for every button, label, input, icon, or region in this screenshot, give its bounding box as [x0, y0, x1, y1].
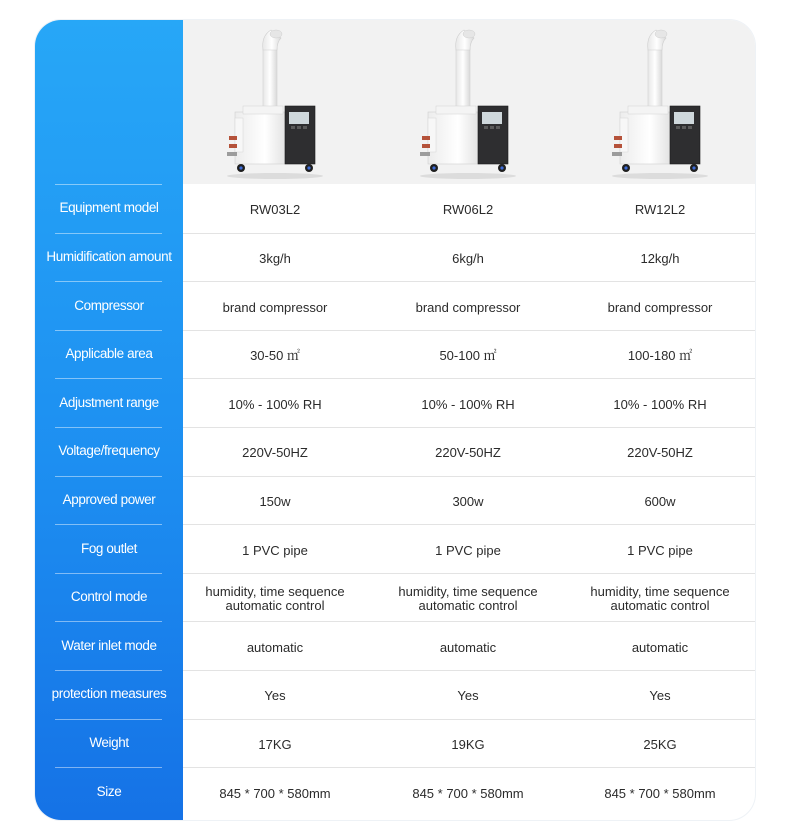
spec-value-cell: Yes — [264, 688, 286, 704]
sidebar-divider — [55, 281, 162, 282]
sidebar-divider — [55, 524, 162, 525]
row-divider — [183, 233, 755, 234]
humidifier-product-image — [215, 26, 335, 180]
spec-row-label: Control mode — [70, 589, 148, 605]
sidebar-divider — [55, 378, 162, 379]
spec-value-cell: 845 * 700 * 580mm — [604, 785, 716, 801]
spec-value-cell: 50-100 ㎡ — [439, 348, 497, 364]
row-divider — [183, 670, 755, 671]
spec-value-cell: automatic — [631, 639, 689, 655]
spec-value-cell: 150w — [259, 493, 291, 509]
spec-value-cell: 845 * 700 * 580mm — [412, 785, 524, 801]
spec-value-cell: RW06L2 — [442, 202, 494, 218]
sidebar-divider — [55, 427, 162, 428]
spec-row-label: Equipment model — [59, 200, 159, 216]
sidebar-divider — [55, 621, 162, 622]
spec-value-cell: 3kg/h — [259, 250, 291, 266]
spec-value-cell: 1 PVC pipe — [627, 542, 693, 558]
spec-value-cell: brand compressor — [222, 299, 328, 315]
spec-value-cell: 100-180 ㎡ — [627, 348, 693, 364]
row-divider — [183, 719, 755, 720]
spec-row-label: Water inlet mode — [61, 637, 157, 653]
spec-value-cell: 19KG — [451, 736, 485, 752]
spec-row-label: Applicable area — [65, 346, 153, 362]
spec-labels-sidebar — [35, 20, 183, 820]
sidebar-divider — [55, 719, 162, 720]
spec-card — [35, 20, 755, 820]
spec-value-cell: 845 * 700 * 580mm — [219, 785, 331, 801]
spec-value-cell: automatic — [246, 639, 304, 655]
spec-value-cell: brand compressor — [415, 299, 521, 315]
sidebar-divider — [55, 767, 162, 768]
sidebar-divider — [55, 476, 162, 477]
spec-row-label: Weight — [89, 734, 129, 750]
row-divider — [183, 621, 755, 622]
row-divider — [183, 476, 755, 477]
spec-row-label: Fog outlet — [80, 540, 138, 556]
row-divider — [183, 767, 755, 768]
row-divider — [183, 573, 755, 574]
row-divider — [183, 330, 755, 331]
spec-value-cell: 10% - 100% RH — [613, 396, 707, 412]
row-divider — [183, 427, 755, 428]
sidebar-divider — [55, 233, 162, 234]
row-divider — [183, 378, 755, 379]
spec-value-cell: humidity, time sequence automatic control — [398, 584, 538, 614]
spec-value-cell: 17KG — [258, 736, 292, 752]
spec-value-cell: humidity, time sequence automatic control — [205, 584, 345, 614]
spec-row-label: Adjustment range — [59, 394, 159, 410]
spec-value-cell: 600w — [644, 493, 676, 509]
spec-row-label: Approved power — [62, 491, 156, 507]
spec-value-cell: 25KG — [643, 736, 677, 752]
spec-value-cell: RW03L2 — [249, 202, 301, 218]
sidebar-divider — [55, 573, 162, 574]
humidifier-product-image — [600, 26, 720, 180]
spec-value-cell: brand compressor — [607, 299, 713, 315]
humidifier-product-image — [408, 26, 528, 180]
spec-row-label: Humidification amount — [46, 248, 172, 264]
spec-value-cell: 220V-50HZ — [627, 445, 693, 461]
spec-value-cell: Yes — [649, 688, 671, 704]
spec-value-cell: 1 PVC pipe — [242, 542, 308, 558]
spec-value-cell: 12kg/h — [640, 250, 680, 266]
spec-row-label: Compressor — [74, 297, 144, 313]
spec-value-cell: humidity, time sequence automatic control — [590, 584, 730, 614]
row-divider — [183, 524, 755, 525]
spec-value-cell: 1 PVC pipe — [435, 542, 501, 558]
sidebar-divider — [55, 184, 162, 185]
spec-value-cell: 6kg/h — [452, 250, 484, 266]
spec-value-cell: RW12L2 — [634, 202, 686, 218]
spec-value-cell: automatic — [439, 639, 497, 655]
spec-row-label: Voltage/frequency — [58, 443, 160, 459]
sidebar-divider — [55, 330, 162, 331]
sidebar-divider — [55, 670, 162, 671]
spec-value-cell: 300w — [452, 493, 484, 509]
spec-value-cell: 10% - 100% RH — [421, 396, 515, 412]
product-images-header — [183, 20, 755, 184]
spec-value-cell: Yes — [457, 688, 479, 704]
spec-row-label: Size — [96, 783, 122, 799]
spec-value-cell: 220V-50HZ — [242, 445, 308, 461]
spec-value-cell: 30-50 ㎡ — [250, 348, 300, 364]
spec-value-cell: 10% - 100% RH — [228, 396, 322, 412]
row-divider — [183, 281, 755, 282]
spec-row-label: protection measures — [51, 686, 167, 702]
spec-value-cell: 220V-50HZ — [435, 445, 501, 461]
